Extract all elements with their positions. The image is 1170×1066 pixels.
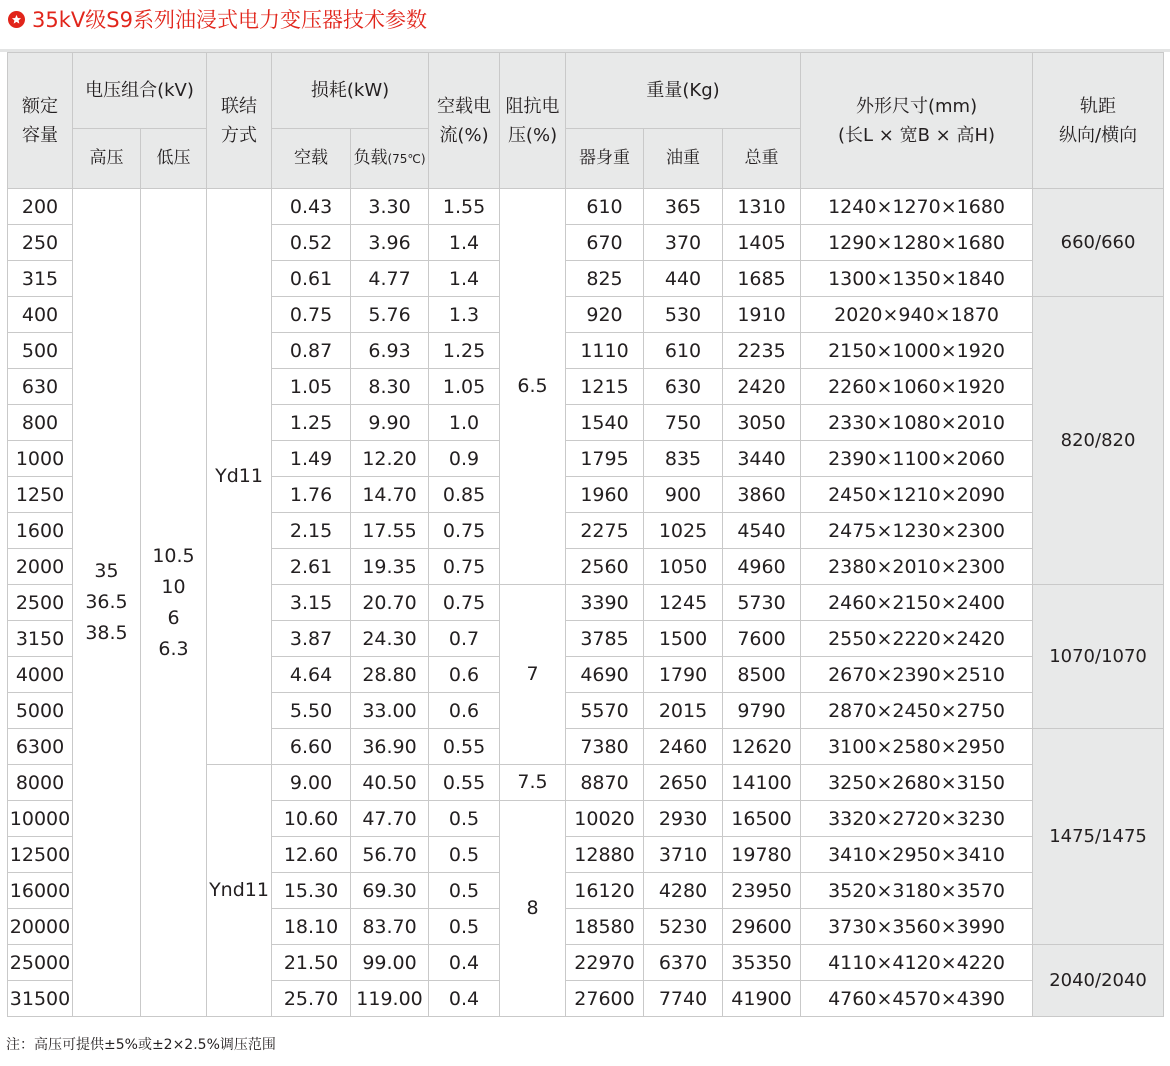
- no-load-loss-cell: 0.61: [272, 261, 351, 297]
- impedance-cell: 6.5: [500, 189, 566, 585]
- oil-weight-cell: 750: [644, 405, 723, 441]
- dimensions-cell: 2330×1080×2010: [801, 405, 1033, 441]
- dimensions-cell: 2450×1210×2090: [801, 477, 1033, 513]
- no-load-loss-cell: 0.43: [272, 189, 351, 225]
- no-load-current-cell: 0.4: [429, 981, 500, 1017]
- no-load-loss-cell: 3.87: [272, 621, 351, 657]
- oil-weight-cell: 2015: [644, 693, 723, 729]
- no-load-current-cell: 1.05: [429, 369, 500, 405]
- header-hv: 高压: [73, 129, 141, 189]
- load-loss-cell: 99.00: [351, 945, 429, 981]
- no-load-loss-cell: 6.60: [272, 729, 351, 765]
- total-weight-cell: 19780: [723, 837, 801, 873]
- no-load-current-cell: 0.5: [429, 801, 500, 837]
- body-weight-cell: 1215: [566, 369, 644, 405]
- total-weight-cell: 3050: [723, 405, 801, 441]
- no-load-current-cell: 0.7: [429, 621, 500, 657]
- page-title: [6, 4, 427, 34]
- total-weight-cell: 9790: [723, 693, 801, 729]
- no-load-loss-cell: 9.00: [272, 765, 351, 801]
- load-loss-cell: 3.96: [351, 225, 429, 261]
- dimensions-cell: 1300×1350×1840: [801, 261, 1033, 297]
- oil-weight-cell: 4280: [644, 873, 723, 909]
- oil-weight-cell: 7740: [644, 981, 723, 1017]
- no-load-current-cell: 0.85: [429, 477, 500, 513]
- load-loss-cell: 47.70: [351, 801, 429, 837]
- dimensions-cell: 3410×2950×3410: [801, 837, 1033, 873]
- load-loss-cell: 33.00: [351, 693, 429, 729]
- header-no-load-loss: 空载: [272, 129, 351, 189]
- capacity-cell: 630: [8, 369, 73, 405]
- dimensions-cell: 2150×1000×1920: [801, 333, 1033, 369]
- oil-weight-cell: 1025: [644, 513, 723, 549]
- body-weight-cell: 1795: [566, 441, 644, 477]
- dimensions-cell: 2550×2220×2420: [801, 621, 1033, 657]
- spec-table-body: [8, 189, 1164, 1017]
- connection-cell: Ynd11: [207, 765, 272, 1017]
- no-load-current-cell: 0.55: [429, 729, 500, 765]
- oil-weight-cell: 610: [644, 333, 723, 369]
- load-loss-cell: 20.70: [351, 585, 429, 621]
- dimensions-cell: 2670×2390×2510: [801, 657, 1033, 693]
- load-loss-cell: 6.93: [351, 333, 429, 369]
- oil-weight-cell: 530: [644, 297, 723, 333]
- oil-weight-cell: 2650: [644, 765, 723, 801]
- oil-weight-cell: 1790: [644, 657, 723, 693]
- total-weight-cell: 23950: [723, 873, 801, 909]
- dimensions-cell: 3730×3560×3990: [801, 909, 1033, 945]
- gauge-cell: 820/820: [1033, 297, 1164, 585]
- oil-weight-cell: 440: [644, 261, 723, 297]
- load-loss-cell: 3.30: [351, 189, 429, 225]
- body-weight-cell: 12880: [566, 837, 644, 873]
- capacity-cell: 12500: [8, 837, 73, 873]
- no-load-loss-cell: 0.87: [272, 333, 351, 369]
- header-oil-weight: 油重: [644, 129, 723, 189]
- dimensions-cell: 2260×1060×1920: [801, 369, 1033, 405]
- dimensions-cell: 1290×1280×1680: [801, 225, 1033, 261]
- no-load-current-cell: 0.75: [429, 549, 500, 585]
- oil-weight-cell: 1500: [644, 621, 723, 657]
- total-weight-cell: 41900: [723, 981, 801, 1017]
- total-weight-cell: 3860: [723, 477, 801, 513]
- no-load-loss-cell: 3.15: [272, 585, 351, 621]
- oil-weight-cell: 370: [644, 225, 723, 261]
- dimensions-cell: 2380×2010×2300: [801, 549, 1033, 585]
- capacity-cell: 25000: [8, 945, 73, 981]
- capacity-cell: 1600: [8, 513, 73, 549]
- header-no-load-current: 空载电 流(%): [429, 53, 500, 189]
- load-loss-cell: 5.76: [351, 297, 429, 333]
- total-weight-cell: 12620: [723, 729, 801, 765]
- no-load-loss-cell: 15.30: [272, 873, 351, 909]
- spec-table: [7, 52, 1164, 1017]
- hv-voltage-cell: 35 36.5 38.5: [73, 189, 141, 1017]
- oil-weight-cell: 900: [644, 477, 723, 513]
- total-weight-cell: 1310: [723, 189, 801, 225]
- connection-cell: Yd11: [207, 189, 272, 765]
- no-load-current-cell: 0.75: [429, 585, 500, 621]
- body-weight-cell: 8870: [566, 765, 644, 801]
- dimensions-cell: 3100×2580×2950: [801, 729, 1033, 765]
- star-badge-icon: [8, 11, 25, 28]
- dimensions-cell: 2390×1100×2060: [801, 441, 1033, 477]
- load-loss-cell: 8.30: [351, 369, 429, 405]
- total-weight-cell: 1685: [723, 261, 801, 297]
- total-weight-cell: 5730: [723, 585, 801, 621]
- no-load-loss-cell: 21.50: [272, 945, 351, 981]
- total-weight-cell: 8500: [723, 657, 801, 693]
- capacity-cell: 3150: [8, 621, 73, 657]
- oil-weight-cell: 2930: [644, 801, 723, 837]
- capacity-cell: 5000: [8, 693, 73, 729]
- title-text: 35kV级S9系列油浸式电力变压器技术参数: [32, 8, 427, 32]
- no-load-loss-cell: 4.64: [272, 657, 351, 693]
- capacity-cell: 4000: [8, 657, 73, 693]
- capacity-cell: 31500: [8, 981, 73, 1017]
- dimensions-cell: 2020×940×1870: [801, 297, 1033, 333]
- oil-weight-cell: 835: [644, 441, 723, 477]
- no-load-loss-cell: 1.05: [272, 369, 351, 405]
- dimensions-cell: 4110×4120×4220: [801, 945, 1033, 981]
- table-row: [8, 189, 1164, 225]
- no-load-loss-cell: 25.70: [272, 981, 351, 1017]
- no-load-loss-cell: 18.10: [272, 909, 351, 945]
- total-weight-cell: 4960: [723, 549, 801, 585]
- header-total-weight: 总重: [723, 129, 801, 189]
- body-weight-cell: 22970: [566, 945, 644, 981]
- total-weight-cell: 1405: [723, 225, 801, 261]
- total-weight-cell: 4540: [723, 513, 801, 549]
- capacity-cell: 20000: [8, 909, 73, 945]
- header-impedance: 阻抗电 压(%): [500, 53, 566, 189]
- header-voltage-group: 电压组合(kV): [73, 53, 207, 129]
- header-weight: 重量(Kg): [566, 53, 801, 129]
- oil-weight-cell: 1245: [644, 585, 723, 621]
- lv-voltage-cell: 10.5 10 6 6.3: [141, 189, 207, 1017]
- no-load-current-cell: 0.6: [429, 693, 500, 729]
- no-load-current-cell: 0.6: [429, 657, 500, 693]
- impedance-cell: 8: [500, 801, 566, 1017]
- capacity-cell: 2500: [8, 585, 73, 621]
- capacity-cell: 1000: [8, 441, 73, 477]
- dimensions-cell: 2460×2150×2400: [801, 585, 1033, 621]
- body-weight-cell: 825: [566, 261, 644, 297]
- capacity-cell: 6300: [8, 729, 73, 765]
- total-weight-cell: 29600: [723, 909, 801, 945]
- no-load-current-cell: 0.75: [429, 513, 500, 549]
- gauge-cell: 2040/2040: [1033, 945, 1164, 1017]
- dimensions-cell: 1240×1270×1680: [801, 189, 1033, 225]
- oil-weight-cell: 365: [644, 189, 723, 225]
- capacity-cell: 1250: [8, 477, 73, 513]
- no-load-current-cell: 1.25: [429, 333, 500, 369]
- body-weight-cell: 2275: [566, 513, 644, 549]
- body-weight-cell: 10020: [566, 801, 644, 837]
- body-weight-cell: 1960: [566, 477, 644, 513]
- body-weight-cell: 920: [566, 297, 644, 333]
- no-load-current-cell: 1.0: [429, 405, 500, 441]
- body-weight-cell: 4690: [566, 657, 644, 693]
- body-weight-cell: 2560: [566, 549, 644, 585]
- dimensions-cell: 3320×2720×3230: [801, 801, 1033, 837]
- no-load-loss-cell: 2.15: [272, 513, 351, 549]
- oil-weight-cell: 1050: [644, 549, 723, 585]
- body-weight-cell: 3785: [566, 621, 644, 657]
- body-weight-cell: 1540: [566, 405, 644, 441]
- total-weight-cell: 35350: [723, 945, 801, 981]
- body-weight-cell: 18580: [566, 909, 644, 945]
- total-weight-cell: 16500: [723, 801, 801, 837]
- capacity-cell: 8000: [8, 765, 73, 801]
- oil-weight-cell: 630: [644, 369, 723, 405]
- body-weight-cell: 5570: [566, 693, 644, 729]
- body-weight-cell: 27600: [566, 981, 644, 1017]
- no-load-loss-cell: 1.25: [272, 405, 351, 441]
- load-loss-cell: 28.80: [351, 657, 429, 693]
- load-loss-cell: 69.30: [351, 873, 429, 909]
- load-loss-cell: 19.35: [351, 549, 429, 585]
- capacity-cell: 500: [8, 333, 73, 369]
- header-body-weight: 器身重: [566, 129, 644, 189]
- total-weight-cell: 14100: [723, 765, 801, 801]
- oil-weight-cell: 3710: [644, 837, 723, 873]
- body-weight-cell: 610: [566, 189, 644, 225]
- no-load-current-cell: 1.3: [429, 297, 500, 333]
- no-load-current-cell: 0.5: [429, 837, 500, 873]
- dimensions-cell: 4760×4570×4390: [801, 981, 1033, 1017]
- oil-weight-cell: 5230: [644, 909, 723, 945]
- oil-weight-cell: 2460: [644, 729, 723, 765]
- no-load-current-cell: 0.5: [429, 909, 500, 945]
- no-load-current-cell: 0.9: [429, 441, 500, 477]
- load-loss-cell: 83.70: [351, 909, 429, 945]
- capacity-cell: 315: [8, 261, 73, 297]
- gauge-cell: 1475/1475: [1033, 729, 1164, 945]
- total-weight-cell: 3440: [723, 441, 801, 477]
- gauge-cell: 660/660: [1033, 189, 1164, 297]
- capacity-cell: 200: [8, 189, 73, 225]
- load-loss-cell: 14.70: [351, 477, 429, 513]
- capacity-cell: 2000: [8, 549, 73, 585]
- total-weight-cell: 7600: [723, 621, 801, 657]
- header-dimensions: 外形尺寸(mm) (长L × 宽B × 高H): [801, 53, 1033, 189]
- capacity-cell: 10000: [8, 801, 73, 837]
- dimensions-cell: 3520×3180×3570: [801, 873, 1033, 909]
- header-capacity: 额定 容量: [8, 53, 73, 189]
- oil-weight-cell: 6370: [644, 945, 723, 981]
- no-load-current-cell: 0.55: [429, 765, 500, 801]
- capacity-cell: 16000: [8, 873, 73, 909]
- total-weight-cell: 2235: [723, 333, 801, 369]
- no-load-current-cell: 0.5: [429, 873, 500, 909]
- dimensions-cell: 3250×2680×3150: [801, 765, 1033, 801]
- capacity-cell: 250: [8, 225, 73, 261]
- no-load-loss-cell: 0.75: [272, 297, 351, 333]
- no-load-loss-cell: 1.76: [272, 477, 351, 513]
- load-loss-cell: 40.50: [351, 765, 429, 801]
- load-loss-cell: 4.77: [351, 261, 429, 297]
- no-load-loss-cell: 0.52: [272, 225, 351, 261]
- total-weight-cell: 2420: [723, 369, 801, 405]
- no-load-current-cell: 1.4: [429, 261, 500, 297]
- total-weight-cell: 1910: [723, 297, 801, 333]
- footnote: 注：高压可提供±5%或±2×2.5%调压范围: [6, 1037, 276, 1053]
- gauge-cell: 1070/1070: [1033, 585, 1164, 729]
- header-load-loss: 负载(75℃): [351, 129, 429, 189]
- load-loss-cell: 17.55: [351, 513, 429, 549]
- load-loss-cell: 56.70: [351, 837, 429, 873]
- impedance-cell: 7: [500, 585, 566, 765]
- header-connection: 联结 方式: [207, 53, 272, 189]
- load-loss-cell: 119.00: [351, 981, 429, 1017]
- load-loss-cell: 36.90: [351, 729, 429, 765]
- no-load-current-cell: 1.4: [429, 225, 500, 261]
- body-weight-cell: 3390: [566, 585, 644, 621]
- body-weight-cell: 1110: [566, 333, 644, 369]
- no-load-loss-cell: 5.50: [272, 693, 351, 729]
- header-gauge: 轨距 纵向/横向: [1033, 53, 1164, 189]
- capacity-cell: 400: [8, 297, 73, 333]
- dimensions-cell: 2475×1230×2300: [801, 513, 1033, 549]
- no-load-current-cell: 0.4: [429, 945, 500, 981]
- load-loss-cell: 24.30: [351, 621, 429, 657]
- no-load-loss-cell: 12.60: [272, 837, 351, 873]
- body-weight-cell: 16120: [566, 873, 644, 909]
- header-loss: 损耗(kW): [272, 53, 429, 129]
- load-loss-cell: 9.90: [351, 405, 429, 441]
- no-load-loss-cell: 10.60: [272, 801, 351, 837]
- no-load-loss-cell: 2.61: [272, 549, 351, 585]
- capacity-cell: 800: [8, 405, 73, 441]
- body-weight-cell: 670: [566, 225, 644, 261]
- header-lv: 低压: [141, 129, 207, 189]
- impedance-cell: 7.5: [500, 765, 566, 801]
- body-weight-cell: 7380: [566, 729, 644, 765]
- no-load-current-cell: 1.55: [429, 189, 500, 225]
- dimensions-cell: 2870×2450×2750: [801, 693, 1033, 729]
- no-load-loss-cell: 1.49: [272, 441, 351, 477]
- load-loss-cell: 12.20: [351, 441, 429, 477]
